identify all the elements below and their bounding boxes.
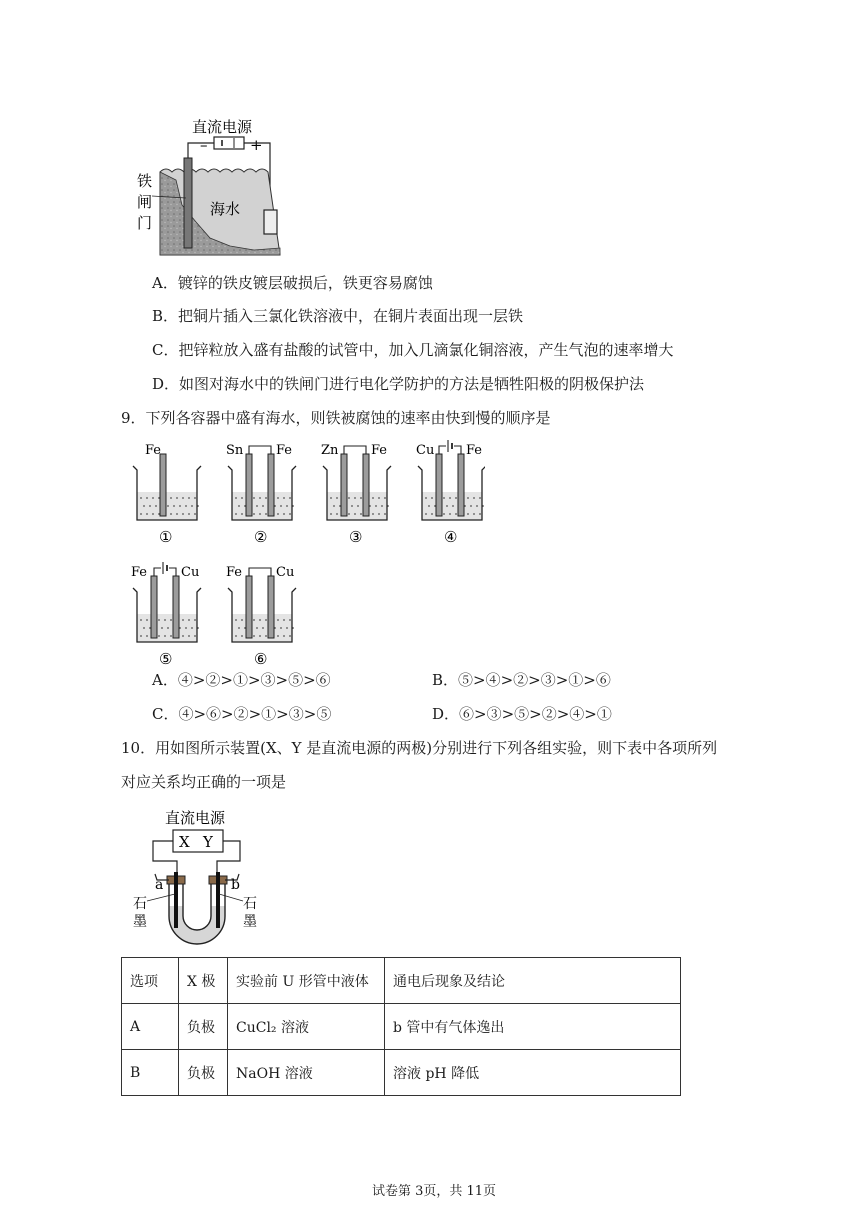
electrode xyxy=(151,576,157,638)
beaker-number: ② xyxy=(254,528,268,546)
beaker-number: ③ xyxy=(349,528,363,546)
beaker-left-label: Zn xyxy=(321,443,339,458)
beaker-2 xyxy=(226,443,296,546)
x-pole: X xyxy=(179,833,190,851)
beaker-left-label: Fe xyxy=(145,443,162,458)
table-row xyxy=(122,1004,681,1050)
header-cell: 实验前 U 形管中液体 xyxy=(228,958,385,1004)
beaker-number: ⑥ xyxy=(254,650,268,665)
electrode xyxy=(246,454,252,516)
q9-option-a: A．④>②>①>③>⑤>⑥ xyxy=(152,671,331,689)
seawater-label: 海水 xyxy=(210,200,241,218)
electrode xyxy=(458,454,464,516)
beaker-1 xyxy=(133,443,201,546)
q8-option-d: D．如图对海水中的铁闸门进行电化学防护的方法是牺牲阳极的阴极保护法 xyxy=(152,375,645,393)
beaker-6 xyxy=(226,565,296,665)
table-cell: b 管中有气体逸出 xyxy=(385,1004,681,1050)
graphite-electrode-b xyxy=(216,872,220,928)
q10-stem-line2: 对应关系均正确的一项是 xyxy=(121,773,287,791)
plus-sign: + xyxy=(250,136,263,154)
u-tube-diagram xyxy=(125,806,275,946)
gate-label-3: 门 xyxy=(137,214,153,232)
header-cell: 通电后现象及结论 xyxy=(385,958,681,1004)
beaker-number: ⑤ xyxy=(159,650,173,665)
table-cell: A xyxy=(122,1004,179,1050)
table-cell: CuCl₂ 溶液 xyxy=(228,1004,385,1050)
y-pole: Y xyxy=(203,833,213,851)
electrode xyxy=(268,576,274,638)
table-header-row xyxy=(122,958,681,1004)
table-cell: 溶液 pH 降低 xyxy=(385,1050,681,1096)
electrode xyxy=(246,576,252,638)
minus-sign: – xyxy=(200,136,208,154)
beaker-number: ④ xyxy=(444,528,458,546)
electrode xyxy=(363,454,369,516)
electrode xyxy=(436,454,442,516)
q9-stem: 9．下列各容器中盛有海水，则铁被腐蚀的速率由快到慢的顺序是 xyxy=(121,409,551,427)
graphite-left-1: 石 xyxy=(133,896,147,912)
beaker-right-label: Fe xyxy=(276,443,293,458)
beaker-5 xyxy=(131,562,201,665)
q9-option-c: C．④>⑥>②>①>③>⑤ xyxy=(152,705,332,723)
beaker-4 xyxy=(416,440,485,546)
beaker-right-label: Fe xyxy=(371,443,388,458)
electrode-b-label: b xyxy=(231,877,240,893)
header-cell: X 极 xyxy=(179,958,228,1004)
q8-option-b: B．把铜片插入三氯化铁溶液中，在铜片表面出现一层铁 xyxy=(152,307,524,325)
q9-option-b: B．⑤>④>②>③>①>⑥ xyxy=(432,671,611,689)
page-footer: 试卷第 3页，共 11页 xyxy=(371,1184,497,1199)
q8-option-a: A．镀锌的铁皮镀层破损后，铁更容易腐蚀 xyxy=(152,274,433,292)
answer-table xyxy=(121,957,681,1096)
electrode xyxy=(173,576,179,638)
iron-gate xyxy=(184,158,192,248)
graphite-left-2: 墨 xyxy=(133,914,147,930)
iron-gate-diagram xyxy=(130,110,300,260)
beaker-right-label: Cu xyxy=(276,565,295,580)
table-cell: 负极 xyxy=(179,1004,228,1050)
table-cell: B xyxy=(122,1050,179,1096)
graphite-right-2: 墨 xyxy=(243,914,257,930)
q9-option-d: D．⑥>③>⑤>②>④>① xyxy=(432,705,612,723)
u-power-label: 直流电源 xyxy=(165,809,226,827)
anode-block xyxy=(264,210,277,234)
beaker-3 xyxy=(321,443,391,546)
table-cell: 负极 xyxy=(179,1050,228,1096)
electrode xyxy=(341,454,347,516)
electrode xyxy=(160,454,166,516)
beaker-left-label: Cu xyxy=(416,443,435,458)
q10-stem-line1: 10．用如图所示装置(X、Y 是直流电源的两极)分别进行下列各组实验，则下表中各项所列 xyxy=(121,739,718,757)
q8-option-c: C．把锌粒放入盛有盐酸的试管中，加入几滴氯化铜溶液，产生气泡的速率增大 xyxy=(152,341,674,359)
graphite-electrode-a xyxy=(174,872,178,928)
beaker-right-label: Fe xyxy=(466,443,483,458)
power-box xyxy=(214,137,244,149)
beaker-left-label: Sn xyxy=(226,443,244,458)
beaker-left-label: Fe xyxy=(226,565,243,580)
header-cell: 选项 xyxy=(122,958,179,1004)
graphite-right-1: 石 xyxy=(243,896,257,912)
gate-label-1: 铁 xyxy=(137,172,153,190)
power-label: 直流电源 xyxy=(192,118,253,136)
beakers-diagram xyxy=(125,440,485,665)
gate-label-2: 闸 xyxy=(137,193,153,211)
electrode-a-label: a xyxy=(155,877,164,893)
beaker-number: ① xyxy=(159,528,173,546)
electrode xyxy=(268,454,274,516)
table-cell: NaOH 溶液 xyxy=(228,1050,385,1096)
beaker-left-label: Fe xyxy=(131,565,148,580)
table-row xyxy=(122,1050,681,1096)
beaker-right-label: Cu xyxy=(181,565,200,580)
